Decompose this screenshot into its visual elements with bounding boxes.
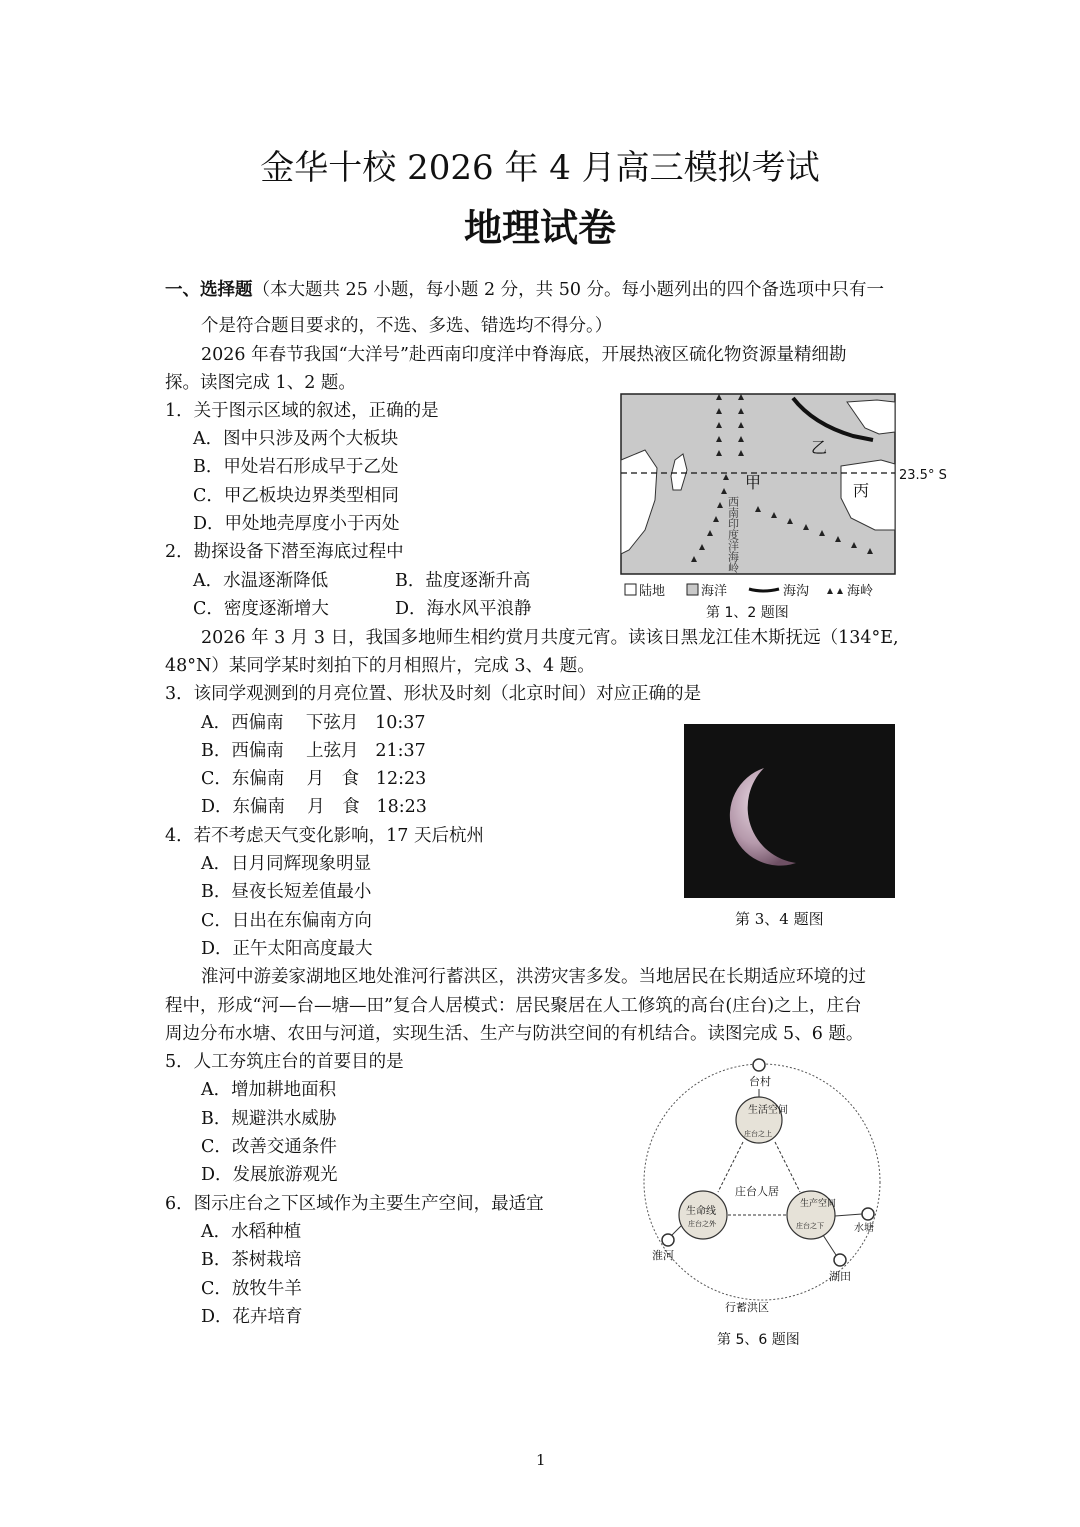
q6-option-d: D．花卉培育	[201, 1307, 303, 1327]
q3-option-a	[201, 711, 426, 735]
q4-stem: 4．若不考虑天气变化影响，17 天后杭州	[165, 826, 484, 846]
label-bing: 丙	[853, 481, 870, 500]
q5-option-d: D．发展旅游观光	[201, 1165, 338, 1185]
center-label: 庄台人居	[735, 1185, 779, 1198]
q3-c-time: 12:23	[375, 769, 427, 789]
zone-label: 行蓄洪区	[725, 1301, 769, 1314]
ridge-label: 西南印度洋海岭	[726, 496, 740, 573]
q1-option-d: D．甲处地壳厚度小于丙处	[193, 514, 400, 534]
q6-option-c: C．放牧牛羊	[201, 1279, 302, 1299]
legend-ocean: 海洋	[701, 584, 728, 599]
legend-trench-swatch	[749, 589, 779, 591]
living-title: 生活空间	[748, 1105, 788, 1116]
q4-option-d: D．正午太阳高度最大	[201, 939, 373, 959]
field-node	[834, 1254, 846, 1266]
map-legend	[625, 583, 873, 599]
q2-stem: 2．勘探设备下潜至海底过程中	[165, 542, 404, 562]
group1-intro-cont: 探。读图完成 1、2 题。	[165, 373, 356, 393]
section-heading: 一、选择题	[165, 280, 253, 300]
q2-option-a: A．水温逐渐降低	[193, 571, 329, 591]
q1-option-a: A．图中只涉及两个大板块	[193, 429, 399, 449]
production-sub: 庄台之下	[796, 1222, 824, 1230]
q3-d-time: 18:23	[376, 797, 427, 817]
q6-stem: 6．图示庄台之下区域作为主要生产空间，最适宜	[165, 1194, 544, 1214]
q3-c-position: C．东偏南	[201, 769, 285, 789]
section-instructions-cont: 个是符合题目要求的，不选、多选、错选均不得分。）	[201, 316, 613, 336]
group3-intro-cont2: 周边分布水塘、农田与河道，实现生活、生产与防洪空间的有机结合。读图完成 5、6 题。	[165, 1024, 864, 1044]
q3-a-shape: 下弦月	[305, 713, 359, 733]
exam-title: 金华十校 2026 年 4 月高三模拟考试	[260, 148, 820, 188]
q1-option-c: C．甲乙板块边界类型相同	[193, 486, 399, 506]
q3-d-shape: 月 食	[307, 797, 360, 817]
river-label: 淮河	[652, 1249, 674, 1262]
group3-intro-cont1: 程中，形成“河—台—塘—田”复合人居模式：居民聚居在人工修筑的高台(庄台)之上，庄台	[165, 996, 862, 1016]
q5-option-b: B．规避洪水威胁	[201, 1109, 337, 1129]
q4-option-b: B．昼夜长短差值最小	[201, 882, 372, 902]
q3-option-c	[201, 767, 426, 791]
pond-link	[835, 1214, 862, 1216]
q2-option-d: D．海水风平浪静	[395, 599, 532, 619]
q3-b-shape: 上弦月	[306, 741, 359, 761]
group1-intro: 2026 年春节我国“大洋号”赴西南印度洋中脊海底，开展热液区硫化物资源量精细勘	[201, 345, 847, 365]
q3-b-position: B．西偏南	[201, 741, 284, 761]
label-yi: 乙	[811, 438, 828, 457]
legend-ridge-swatch	[827, 588, 843, 594]
village-label: 台村	[749, 1075, 771, 1088]
village-node	[753, 1059, 765, 1071]
section-heading-line	[165, 278, 884, 302]
group2-intro: 2026 年 3 月 3 日，我国多地师生相约赏月共度元宵。读该日黑龙江佳木斯抚远（134°E,	[201, 628, 899, 648]
legend-ocean-swatch	[687, 584, 698, 595]
diagram-caption: 第 5、6 题图	[717, 1332, 800, 1348]
section-instructions: （本大题共 25 小题，每小题 2 分，共 50 分。每小题列出的四个备选项中只有一	[252, 280, 885, 300]
pond-node	[862, 1208, 874, 1220]
q5-option-a: A．增加耕地面积	[201, 1080, 337, 1100]
label-jia: 甲	[745, 473, 762, 492]
indian-ocean-ridge-map	[615, 390, 960, 625]
legend-ridge: 海岭	[847, 584, 874, 599]
zhuangtai-diagram	[630, 1056, 895, 1352]
q3-option-d	[201, 795, 427, 819]
q2-option-c: C．密度逐渐增大	[193, 599, 329, 619]
q1-option-b: B．甲处岩石形成早于乙处	[193, 457, 399, 477]
q3-d-position: D．东偏南	[201, 797, 286, 817]
legend-trench: 海沟	[783, 584, 810, 599]
q1-stem: 1．关于图示区域的叙述，正确的是	[165, 401, 439, 421]
q3-b-time: 21:37	[375, 741, 426, 761]
legend-land-swatch	[625, 584, 636, 595]
subject-title: 地理试卷	[463, 206, 616, 250]
river-node	[662, 1234, 674, 1246]
q4-option-c: C．日出在东偏南方向	[201, 911, 372, 931]
q4-option-a: A．日月同辉现象明显	[201, 854, 372, 874]
river-link	[672, 1226, 681, 1235]
lunar-eclipse-shape	[730, 768, 796, 866]
lifeline-sub: 庄台之外	[688, 1220, 716, 1228]
moon-image	[684, 724, 895, 898]
pond-label: 水塘	[854, 1223, 874, 1234]
photo-caption: 第 3、4 题图	[735, 910, 824, 928]
diagram-arrows	[718, 1142, 800, 1215]
q6-option-b: B．茶树栽培	[201, 1250, 302, 1270]
q6-option-a: A．水稻种植	[201, 1222, 302, 1242]
q3-a-time: 10:37	[375, 713, 426, 733]
q5-option-c: C．改善交通条件	[201, 1137, 337, 1157]
moon-photo	[684, 724, 895, 898]
group3-intro: 淮河中游姜家湖地区地处淮河行蓄洪区，洪涝灾害多发。当地居民在长期适应环境的过	[201, 967, 866, 987]
q3-option-b	[201, 739, 426, 763]
map-caption: 第 1、2 题图	[706, 605, 789, 621]
latitude-label: 23.5° S	[899, 468, 947, 483]
legend-land: 陆地	[639, 584, 666, 599]
page-number: 1	[536, 1451, 546, 1469]
q3-c-shape: 月 食	[306, 769, 360, 789]
lifeline-title: 生命线	[686, 1206, 716, 1217]
living-sub: 庄台之上	[744, 1130, 772, 1138]
q2-option-b: B．盐度逐渐升高	[395, 571, 531, 591]
group2-intro-cont: 48°N）某同学某时刻拍下的月相照片，完成 3、4 题。	[165, 656, 595, 676]
field-link	[823, 1235, 836, 1255]
q5-stem: 5．人工夯筑庄台的首要目的是	[165, 1052, 404, 1072]
field-label: 湖田	[829, 1270, 851, 1283]
q3-stem: 3．该同学观测到的月亮位置、形状及时刻（北京时间）对应正确的是	[165, 684, 702, 704]
production-title: 生产空间	[800, 1199, 837, 1209]
q3-a-position: A．西偏南	[201, 713, 284, 733]
